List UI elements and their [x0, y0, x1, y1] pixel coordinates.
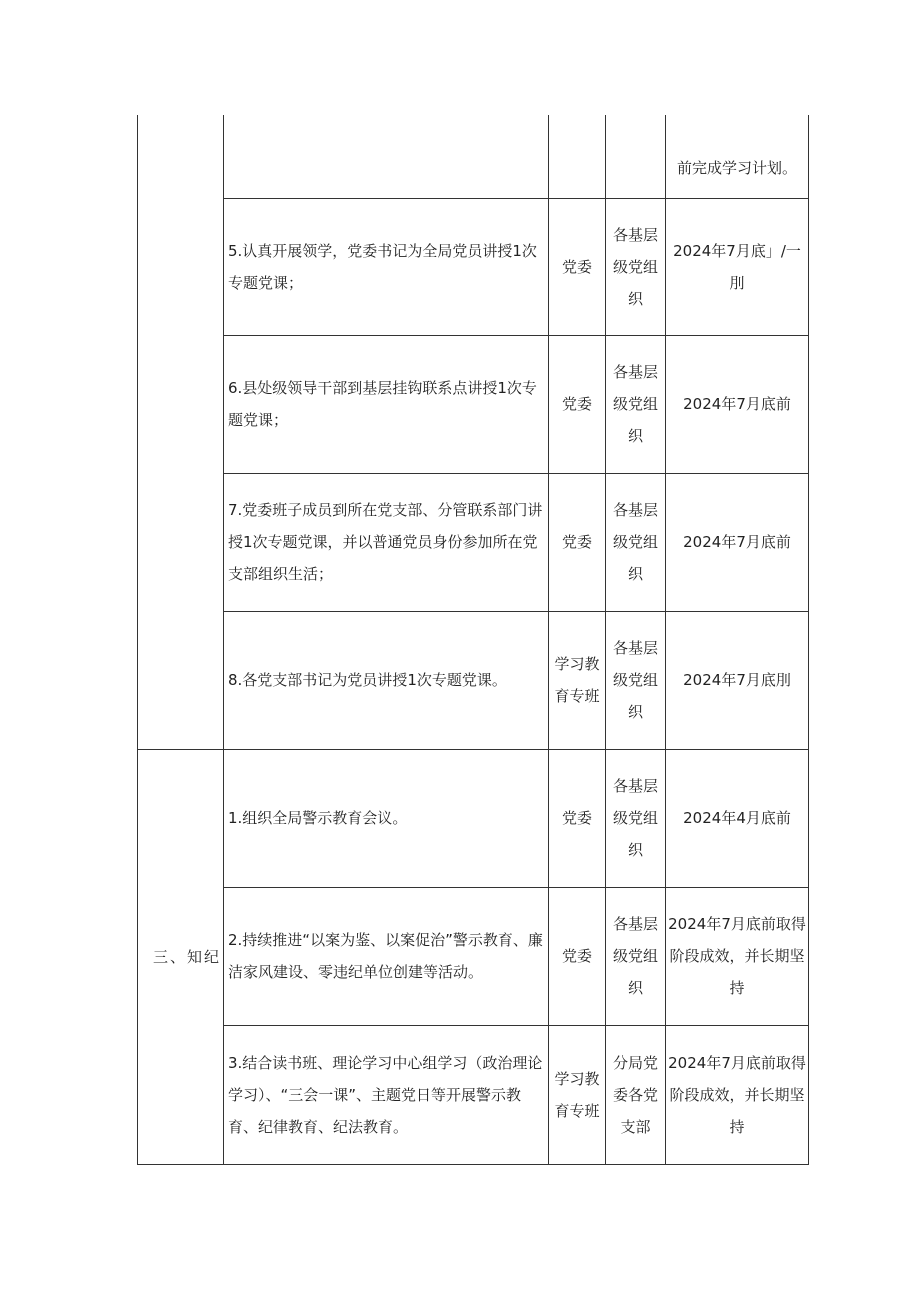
deadline-cell: 前完成学习计划。	[666, 115, 809, 198]
category-cell	[138, 115, 224, 749]
work-plan-table	[137, 115, 809, 1165]
deadline-cell: 2024年7月底刖	[666, 611, 809, 749]
lead-cell: 党委	[549, 473, 606, 611]
task-cell: 5.认真开展领学，党委书记为全局党员讲授1次专题党课；	[224, 198, 549, 335]
task-cell: 3.结合读书班、理论学习中心组学习（政治理论学习）、“三会一课”、主题党日等开展警示教育、纪律教育、纪法教育。	[224, 1025, 549, 1164]
task-cell: 2.持续推进“以案为鉴、以案促治”警示教育、廉洁家风建设、零违纪单位创建等活动。	[224, 887, 549, 1025]
responsible-cell: 各基层级党组织	[606, 749, 666, 887]
responsible-cell: 各基层级党组织	[606, 611, 666, 749]
table-row	[138, 335, 809, 473]
task-cell: 1.组织全局警示教育会议。	[224, 749, 549, 887]
lead-cell: 学习教育专班	[549, 1025, 606, 1164]
lead-cell: 党委	[549, 887, 606, 1025]
responsible-cell: 分局党委各党支部	[606, 1025, 666, 1164]
category-label: 三、知纪	[152, 947, 221, 966]
table-row	[138, 887, 809, 1025]
deadline-cell: 2024年7月底前	[666, 473, 809, 611]
responsible-cell: 各基层级党组织	[606, 198, 666, 335]
table-row	[138, 611, 809, 749]
task-cell: 7.党委班子成员到所在党支部、分管联系部门讲授1次专题党课，并以普通党员身份参加所在党支部组织生活；	[224, 473, 549, 611]
table-row	[138, 749, 809, 887]
task-cell	[224, 115, 549, 198]
lead-cell	[549, 115, 606, 198]
deadline-cell: 2024年7月底前取得阶段成效，并长期坚持	[666, 887, 809, 1025]
responsible-cell: 各基层级党组织	[606, 887, 666, 1025]
table-row	[138, 1025, 809, 1164]
table-row	[138, 198, 809, 335]
lead-cell: 党委	[549, 749, 606, 887]
task-cell: 6.县处级领导干部到基层挂钩联系点讲授1次专题党课；	[224, 335, 549, 473]
deadline-cell: 2024年7月底」/一刖	[666, 198, 809, 335]
deadline-cell: 2024年7月底前取得阶段成效，并长期坚持	[666, 1025, 809, 1164]
lead-cell: 党委	[549, 198, 606, 335]
lead-cell: 党委	[549, 335, 606, 473]
responsible-cell: 各基层级党组织	[606, 335, 666, 473]
table-row	[138, 115, 809, 198]
deadline-cell: 2024年4月底前	[666, 749, 809, 887]
table-row	[138, 473, 809, 611]
responsible-cell	[606, 115, 666, 198]
lead-cell: 学习教育专班	[549, 611, 606, 749]
responsible-cell: 各基层级党组织	[606, 473, 666, 611]
deadline-cell: 2024年7月底前	[666, 335, 809, 473]
category-cell	[138, 749, 224, 1164]
task-cell: 8.各党支部书记为党员讲授1次专题党课。	[224, 611, 549, 749]
